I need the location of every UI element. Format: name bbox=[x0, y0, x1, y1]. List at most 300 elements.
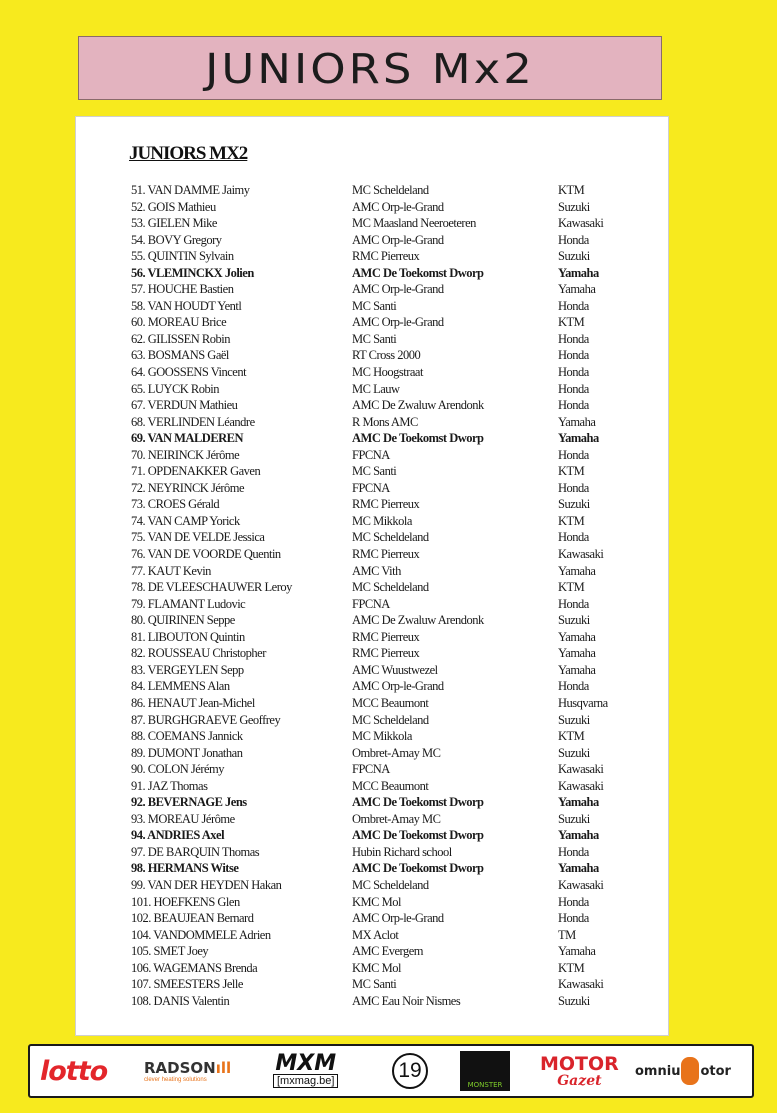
entry-rider bbox=[131, 645, 266, 661]
entry-number: 73. bbox=[131, 497, 146, 512]
entry-name: BOVY Gregory bbox=[147, 232, 222, 247]
entry-brand: Honda bbox=[558, 298, 589, 313]
entry-number: 89. bbox=[131, 745, 146, 760]
entry-list bbox=[76, 182, 668, 1009]
entry-number: 54. bbox=[131, 232, 146, 247]
list-item bbox=[76, 662, 668, 679]
entry-club: MC Hoogstraat bbox=[352, 365, 423, 380]
entry-club: MX Aclot bbox=[352, 927, 399, 942]
entry-brand: Kawasaki bbox=[558, 778, 604, 793]
entry-rider bbox=[131, 381, 219, 397]
entry-number: 93. bbox=[131, 811, 146, 826]
list-item bbox=[76, 281, 668, 298]
entry-club: AMC De Toekomst Dworp bbox=[352, 828, 484, 843]
entry-brand: Honda bbox=[558, 480, 589, 495]
entry-number: 81. bbox=[131, 629, 146, 644]
entry-rider bbox=[131, 811, 235, 827]
entry-brand: Honda bbox=[558, 331, 589, 346]
entry-club: FPCNA bbox=[352, 762, 390, 777]
list-item bbox=[76, 827, 668, 844]
entry-number: 56. bbox=[131, 265, 146, 280]
entry-rider bbox=[131, 745, 242, 761]
radson-logo bbox=[144, 1046, 231, 1096]
section-title: JUNIORS MX2 bbox=[129, 143, 248, 164]
list-item bbox=[76, 778, 668, 795]
motor-name: MOTOR bbox=[540, 1053, 619, 1075]
entry-name: COEMANS Jannick bbox=[147, 729, 243, 744]
entry-club: RMC Pierreux bbox=[352, 249, 420, 264]
entry-rider bbox=[131, 199, 216, 215]
entry-brand: Suzuki bbox=[558, 745, 590, 760]
entry-name: KAUT Kevin bbox=[147, 563, 211, 578]
entry-club: KMC Mol bbox=[352, 894, 401, 909]
entry-brand: Honda bbox=[558, 530, 589, 545]
entry-rider bbox=[131, 215, 217, 231]
entry-name: QUIRINEN Seppe bbox=[147, 613, 235, 628]
entry-club: MC Scheldeland bbox=[352, 530, 429, 545]
entry-brand: Honda bbox=[558, 398, 589, 413]
list-item bbox=[76, 563, 668, 580]
entry-rider bbox=[131, 529, 264, 545]
entry-club: MC Scheldeland bbox=[352, 580, 429, 595]
entry-number: 71. bbox=[131, 464, 146, 479]
entry-number: 72. bbox=[131, 480, 146, 495]
list-item bbox=[76, 182, 668, 199]
entry-club: MC Santi bbox=[352, 977, 397, 992]
entry-rider bbox=[131, 794, 247, 810]
entry-number: 60. bbox=[131, 315, 146, 330]
entry-name: OPDENAKKER Gaven bbox=[147, 464, 261, 479]
page-number-value: 19 bbox=[392, 1053, 428, 1089]
entry-number: 88. bbox=[131, 729, 146, 744]
entry-rider bbox=[131, 596, 245, 612]
entry-name: HENAUT Jean-Michel bbox=[147, 695, 255, 710]
entry-number: 77. bbox=[131, 563, 146, 578]
entry-number: 57. bbox=[131, 282, 146, 297]
entry-brand: Honda bbox=[558, 894, 589, 909]
entry-name: VAN DE VOORDE Quentin bbox=[147, 547, 281, 562]
entry-name: WAGEMANS Brenda bbox=[153, 960, 258, 975]
entry-rider bbox=[131, 430, 243, 446]
omnium-text-b: otor bbox=[700, 1063, 731, 1079]
lotto-logo: lotto bbox=[40, 1055, 108, 1087]
list-item bbox=[76, 910, 668, 927]
entry-club: MC Scheldeland bbox=[352, 877, 429, 892]
entry-club: Hubin Richard school bbox=[352, 844, 452, 859]
motor-sub: Gazet bbox=[557, 1073, 602, 1089]
entry-name: BEAUJEAN Bernard bbox=[153, 911, 254, 926]
entry-brand: Suzuki bbox=[558, 712, 590, 727]
entry-brand: Kawasaki bbox=[558, 977, 604, 992]
entry-name: LEMMENS Alan bbox=[147, 679, 230, 694]
list-item bbox=[76, 529, 668, 546]
entry-rider bbox=[131, 281, 233, 297]
omnium-text-a: omniu bbox=[635, 1063, 681, 1079]
entry-name: VAN CAMP Yorick bbox=[147, 513, 240, 528]
entry-number: 68. bbox=[131, 414, 146, 429]
entry-name: DANIS Valentin bbox=[153, 993, 230, 1008]
list-item bbox=[76, 248, 668, 265]
entry-brand: Suzuki bbox=[558, 199, 590, 214]
entry-brand: Honda bbox=[558, 232, 589, 247]
radson-name: RADSON bbox=[144, 1059, 216, 1077]
entry-name: JAZ Thomas bbox=[147, 778, 208, 793]
entry-rider bbox=[131, 397, 237, 413]
entry-name: HERMANS Witse bbox=[147, 861, 239, 876]
entry-club: MCC Beaumont bbox=[352, 695, 429, 710]
entry-club: FPCNA bbox=[352, 480, 390, 495]
entry-brand: KTM bbox=[558, 464, 585, 479]
entry-brand: Yamaha bbox=[558, 828, 599, 843]
entry-brand: Honda bbox=[558, 381, 589, 396]
entry-name: NEYRINCK Jérôme bbox=[147, 480, 245, 495]
entry-number: 78. bbox=[131, 580, 146, 595]
entry-rider bbox=[131, 447, 239, 463]
entry-rider bbox=[131, 778, 207, 794]
list-item bbox=[76, 265, 668, 282]
entry-name: DE BARQUIN Thomas bbox=[147, 844, 260, 859]
page-title: JUNIORS Mx2 bbox=[205, 43, 535, 93]
entry-name: NEIRINCK Jérôme bbox=[147, 447, 240, 462]
list-item bbox=[76, 215, 668, 232]
entry-name: HOUCHE Bastien bbox=[147, 282, 234, 297]
entry-number: 70. bbox=[131, 447, 146, 462]
entry-rider bbox=[131, 927, 271, 943]
entry-number: 55. bbox=[131, 249, 146, 264]
entry-club: RMC Pierreux bbox=[352, 646, 420, 661]
list-item bbox=[76, 728, 668, 745]
list-item bbox=[76, 927, 668, 944]
entry-brand: Yamaha bbox=[558, 662, 596, 677]
entry-rider bbox=[131, 894, 240, 910]
entry-name: VAN HOUDT Yentl bbox=[147, 298, 242, 313]
entry-club: MC Mikkola bbox=[352, 513, 412, 528]
entry-number: 97. bbox=[131, 844, 146, 859]
entry-number: 101. bbox=[131, 894, 151, 909]
entry-number: 102. bbox=[131, 911, 151, 926]
entry-brand: Yamaha bbox=[558, 646, 596, 661]
entry-number: 92. bbox=[131, 795, 146, 810]
entry-number: 108. bbox=[131, 993, 151, 1008]
entry-number: 91. bbox=[131, 778, 146, 793]
entry-rider bbox=[131, 943, 208, 959]
entry-number: 104. bbox=[131, 927, 151, 942]
entry-brand: KTM bbox=[558, 183, 585, 197]
entry-number: 94. bbox=[131, 828, 146, 843]
entry-number: 98. bbox=[131, 861, 146, 876]
entry-club: MC Santi bbox=[352, 298, 397, 313]
entry-club: RMC Pierreux bbox=[352, 497, 420, 512]
entry-brand: Kawasaki bbox=[558, 877, 604, 892]
entry-rider bbox=[131, 678, 230, 694]
list-item bbox=[76, 844, 668, 861]
entry-name: BEVERNAGE Jens bbox=[147, 795, 247, 810]
entry-number: 58. bbox=[131, 298, 146, 313]
monster-name: MONSTER bbox=[467, 1081, 503, 1089]
entry-name: LIBOUTON Quintin bbox=[147, 629, 245, 644]
entry-number: 90. bbox=[131, 762, 146, 777]
entry-rider bbox=[131, 480, 244, 496]
entry-rider bbox=[131, 844, 259, 860]
entry-club: AMC De Zwaluw Arendonk bbox=[352, 613, 484, 628]
entry-club: AMC Evergem bbox=[352, 944, 423, 959]
entry-brand: Suzuki bbox=[558, 497, 590, 512]
list-item bbox=[76, 612, 668, 629]
page-number bbox=[392, 1046, 428, 1096]
entry-name: VAN MALDEREN bbox=[147, 431, 244, 446]
entry-number: 64. bbox=[131, 365, 146, 380]
entry-club: AMC Orp-le-Grand bbox=[352, 679, 444, 694]
omnium-motor-logo bbox=[635, 1046, 731, 1096]
radson-tagline: clever heating solutions bbox=[144, 1077, 207, 1083]
entry-club: AMC Orp-le-Grand bbox=[352, 911, 444, 926]
entry-rider bbox=[131, 910, 253, 926]
sponsor-footer bbox=[28, 1044, 754, 1098]
entry-brand: Yamaha bbox=[558, 795, 599, 810]
entry-name: BOSMANS Gaël bbox=[147, 348, 229, 363]
entry-rider bbox=[131, 960, 257, 976]
entry-name: DUMONT Jonathan bbox=[147, 745, 243, 760]
entry-brand: Yamaha bbox=[558, 414, 596, 429]
entry-number: 63. bbox=[131, 348, 146, 363]
list-item bbox=[76, 745, 668, 762]
entry-rider bbox=[131, 248, 234, 264]
mxm-logo bbox=[273, 1046, 338, 1096]
entry-brand: Yamaha bbox=[558, 431, 599, 446]
list-item bbox=[76, 513, 668, 530]
list-item bbox=[76, 463, 668, 480]
list-item bbox=[76, 480, 668, 497]
entry-name: VERLINDEN Léandre bbox=[147, 414, 255, 429]
entry-number: 80. bbox=[131, 613, 146, 628]
entry-rider bbox=[131, 728, 243, 744]
entry-rider bbox=[131, 364, 246, 380]
entry-number: 83. bbox=[131, 662, 146, 677]
entry-club: AMC De Toekomst Dworp bbox=[352, 431, 484, 446]
entry-rider bbox=[131, 496, 219, 512]
entry-brand: Kawasaki bbox=[558, 547, 604, 562]
entry-number: 84. bbox=[131, 679, 146, 694]
entry-name: VANDOMMELE Adrien bbox=[153, 927, 271, 942]
entry-brand: Husqvarna bbox=[558, 695, 608, 710]
entry-number: 99. bbox=[131, 877, 146, 892]
entry-rider bbox=[131, 712, 280, 728]
entry-name: VAN DAMME Jaimy bbox=[147, 183, 250, 197]
entry-brand: KTM bbox=[558, 513, 585, 528]
entry-rider bbox=[131, 414, 255, 430]
entry-number: 82. bbox=[131, 646, 146, 661]
entry-club: AMC Wuustwezel bbox=[352, 662, 438, 677]
entry-name: VAN DE VELDE Jessica bbox=[147, 530, 265, 545]
entry-name: MOREAU Jérôme bbox=[147, 811, 235, 826]
entry-name: MOREAU Brice bbox=[147, 315, 227, 330]
entry-name: BURGHGRAEVE Geoffrey bbox=[147, 712, 281, 727]
entry-name: ANDRIES Axel bbox=[147, 828, 225, 843]
list-item bbox=[76, 397, 668, 414]
entry-number: 65. bbox=[131, 381, 146, 396]
entry-name: FLAMANT Ludovic bbox=[147, 596, 246, 611]
entry-club: MC Mikkola bbox=[352, 729, 412, 744]
entry-name: GOOSSENS Vincent bbox=[147, 365, 247, 380]
list-item bbox=[76, 347, 668, 364]
list-item bbox=[76, 678, 668, 695]
header-banner bbox=[78, 36, 662, 100]
entry-name: ROUSSEAU Christopher bbox=[147, 646, 266, 661]
list-item bbox=[76, 596, 668, 613]
list-item bbox=[76, 629, 668, 646]
entry-club: AMC Orp-le-Grand bbox=[352, 232, 444, 247]
list-item bbox=[76, 331, 668, 348]
entry-number: 86. bbox=[131, 695, 146, 710]
entry-brand: KTM bbox=[558, 315, 585, 330]
entry-club: AMC Eau Noir Nismes bbox=[352, 993, 461, 1008]
entry-brand: Honda bbox=[558, 844, 589, 859]
mxm-name: MXM bbox=[275, 1051, 337, 1076]
entry-number: 52. bbox=[131, 199, 146, 214]
list-item bbox=[76, 546, 668, 563]
entry-rider bbox=[131, 629, 245, 645]
entry-rider bbox=[131, 265, 254, 281]
entry-club: AMC De Toekomst Dworp bbox=[352, 861, 484, 876]
motor-gazet-logo bbox=[540, 1046, 619, 1096]
entry-brand: Suzuki bbox=[558, 613, 590, 628]
entry-brand: Suzuki bbox=[558, 811, 590, 826]
radson-mark: ıll bbox=[215, 1059, 232, 1077]
entry-club: FPCNA bbox=[352, 596, 390, 611]
list-item bbox=[76, 761, 668, 778]
list-item bbox=[76, 894, 668, 911]
list-item bbox=[76, 993, 668, 1010]
entry-rider bbox=[131, 513, 240, 529]
entry-rider bbox=[131, 695, 255, 711]
list-item bbox=[76, 364, 668, 381]
list-item bbox=[76, 430, 668, 447]
list-item bbox=[76, 645, 668, 662]
entry-club: KMC Mol bbox=[352, 960, 401, 975]
mxm-site: [mxmag.be] bbox=[273, 1074, 338, 1088]
entry-club: AMC Orp-le-Grand bbox=[352, 315, 444, 330]
list-item bbox=[76, 960, 668, 977]
entry-club: RMC Pierreux bbox=[352, 629, 420, 644]
entry-brand: Honda bbox=[558, 679, 589, 694]
list-item bbox=[76, 877, 668, 894]
entry-name: GILISSEN Robin bbox=[147, 331, 230, 346]
entry-brand: Honda bbox=[558, 447, 589, 462]
entry-club: Ombret-Amay MC bbox=[352, 745, 441, 760]
entry-number: 105. bbox=[131, 944, 151, 959]
entry-number: 62. bbox=[131, 331, 146, 346]
entry-rider bbox=[131, 563, 211, 579]
entry-club: MCC Beaumont bbox=[352, 778, 429, 793]
entry-rider bbox=[131, 761, 224, 777]
entry-club: AMC Vith bbox=[352, 563, 401, 578]
entry-number: 67. bbox=[131, 398, 146, 413]
list-item bbox=[76, 794, 668, 811]
entry-name: DE VLEESCHAUWER Leroy bbox=[147, 580, 292, 595]
list-item bbox=[76, 314, 668, 331]
entry-name: HOEFKENS Glen bbox=[153, 894, 240, 909]
entry-club: Ombret-Amay MC bbox=[352, 811, 441, 826]
entry-name: VLEMINCKX Jolien bbox=[147, 265, 254, 280]
entry-number: 51. bbox=[131, 183, 146, 197]
list-item bbox=[76, 695, 668, 712]
entry-list-sheet bbox=[75, 116, 669, 1036]
entry-number: 107. bbox=[131, 977, 151, 992]
list-item bbox=[76, 496, 668, 513]
entry-rider bbox=[131, 993, 229, 1009]
omnium-m-icon bbox=[681, 1057, 699, 1085]
entry-brand: Honda bbox=[558, 911, 589, 926]
list-item bbox=[76, 414, 668, 431]
entry-name: GIELEN Mike bbox=[147, 216, 217, 231]
entry-brand: Yamaha bbox=[558, 861, 599, 876]
entry-rider bbox=[131, 579, 292, 595]
entry-name: QUINTIN Sylvain bbox=[147, 249, 234, 264]
entry-name: COLON Jérémy bbox=[147, 762, 225, 777]
entry-brand: Honda bbox=[558, 596, 589, 611]
entry-brand: KTM bbox=[558, 729, 585, 744]
entry-number: 53. bbox=[131, 216, 146, 231]
entry-brand: Yamaha bbox=[558, 563, 596, 578]
list-item bbox=[76, 860, 668, 877]
list-item bbox=[76, 232, 668, 249]
entry-rider bbox=[131, 331, 230, 347]
entry-club: FPCNA bbox=[352, 447, 390, 462]
entry-brand: Honda bbox=[558, 348, 589, 363]
entry-club: R Mons AMC bbox=[352, 414, 418, 429]
entry-brand: Yamaha bbox=[558, 282, 596, 297]
entry-brand: Kawasaki bbox=[558, 762, 604, 777]
entry-club: AMC Orp-le-Grand bbox=[352, 199, 444, 214]
entry-name: VERDUN Mathieu bbox=[147, 398, 238, 413]
entry-rider bbox=[131, 827, 224, 843]
entry-club: MC Maasland Neeroeteren bbox=[352, 216, 476, 231]
entry-rider bbox=[131, 612, 235, 628]
entry-number: 69. bbox=[131, 431, 146, 446]
entry-name: SMEESTERS Jelle bbox=[153, 977, 243, 992]
entry-rider bbox=[131, 298, 241, 314]
entry-name: SMET Joey bbox=[153, 944, 209, 959]
entry-brand: Yamaha bbox=[558, 265, 599, 280]
list-item bbox=[76, 381, 668, 398]
monster-claw-icon bbox=[460, 1051, 510, 1091]
entry-rider bbox=[131, 860, 238, 876]
entry-name: CROES Gérald bbox=[147, 497, 220, 512]
list-item bbox=[76, 298, 668, 315]
list-item bbox=[76, 976, 668, 993]
entry-club: RT Cross 2000 bbox=[352, 348, 421, 363]
entry-name: VAN DER HEYDEN Hakan bbox=[147, 877, 282, 892]
entry-club: MC Santi bbox=[352, 464, 397, 479]
list-item bbox=[76, 199, 668, 216]
entry-club: MC Scheldeland bbox=[352, 183, 429, 197]
entry-rider bbox=[131, 662, 244, 678]
entry-name: LUYCK Robin bbox=[147, 381, 219, 396]
entry-club: AMC Orp-le-Grand bbox=[352, 282, 444, 297]
entry-rider bbox=[131, 314, 226, 330]
entry-name: VERGEYLEN Sepp bbox=[147, 662, 244, 677]
list-item bbox=[76, 943, 668, 960]
entry-brand: Suzuki bbox=[558, 249, 590, 264]
entry-brand: KTM bbox=[558, 580, 585, 595]
entry-club: RMC Pierreux bbox=[352, 547, 420, 562]
entry-rider bbox=[131, 347, 229, 363]
entry-brand: Yamaha bbox=[558, 629, 596, 644]
entry-number: 75. bbox=[131, 530, 146, 545]
entry-club: AMC De Zwaluw Arendonk bbox=[352, 398, 484, 413]
entry-name: GOIS Mathieu bbox=[147, 199, 216, 214]
list-item bbox=[76, 811, 668, 828]
